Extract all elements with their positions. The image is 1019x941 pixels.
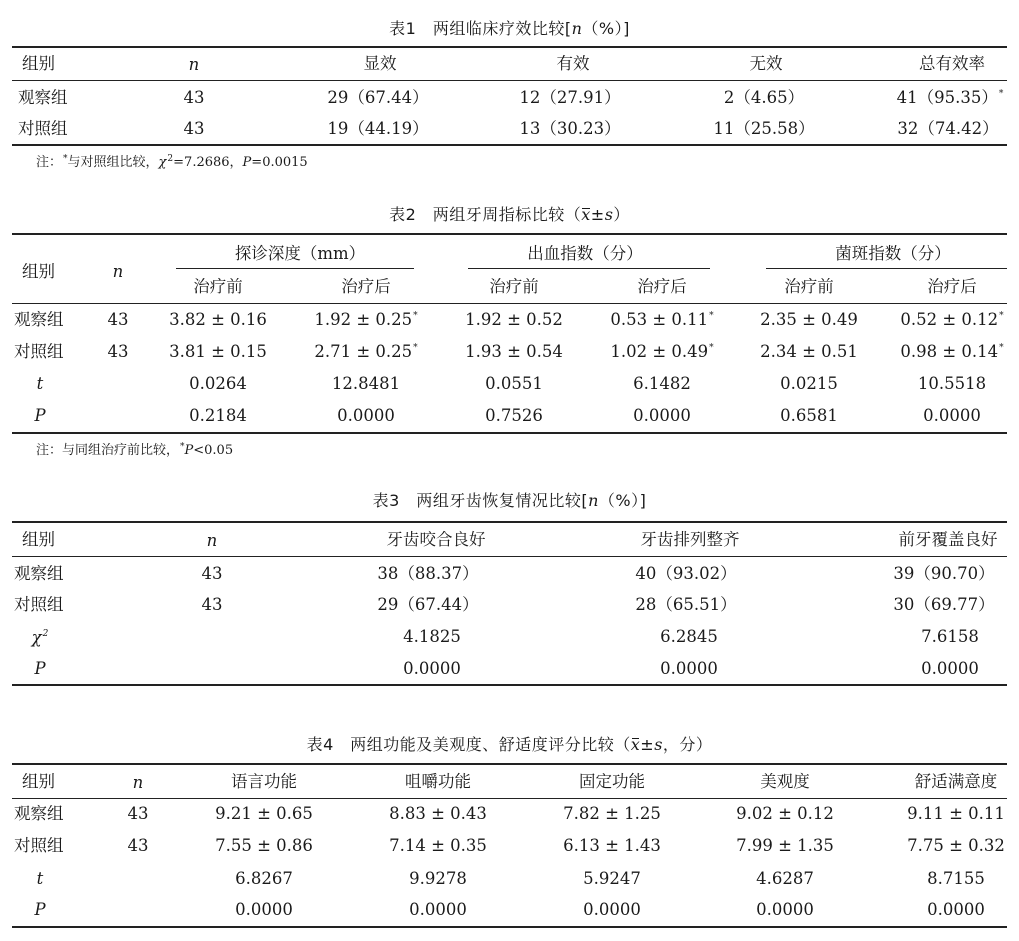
table2-r2-c6: 0.98 ± 0.14* bbox=[900, 342, 1004, 361]
table3-r4-c2: 0.0000 bbox=[660, 659, 718, 678]
table3-r2-n: 43 bbox=[201, 595, 223, 614]
table2-span2-rule bbox=[468, 268, 710, 269]
table2-r1-c3: 1.92 ± 0.52 bbox=[465, 310, 563, 329]
table2-r1-c2: 1.92 ± 0.25* bbox=[314, 310, 418, 329]
table2-span-bleeding-index: 出血指数（分） bbox=[527, 244, 643, 263]
table2-r1-group: 观察组 bbox=[14, 310, 64, 329]
table2-bottom-rule bbox=[12, 432, 1007, 434]
table2-sub-before-3: 治疗前 bbox=[784, 277, 834, 296]
table4-header-rule bbox=[12, 798, 1007, 799]
table4-header-n: n bbox=[132, 773, 144, 792]
table2-sub-after-2: 治疗后 bbox=[637, 277, 687, 296]
table2-r3-c3: 0.0551 bbox=[485, 374, 543, 393]
table3-r4-c1: 0.0000 bbox=[403, 659, 461, 678]
table3-r3-label: $\chi^2$ bbox=[31, 628, 49, 647]
table4-r2-c5: 7.75 ± 0.32 bbox=[907, 836, 1005, 855]
table1-r1-ineffective: 2（4.65） bbox=[723, 88, 805, 107]
table4-r4-c5: 0.0000 bbox=[927, 900, 985, 919]
table2-r4-c1: 0.2184 bbox=[189, 406, 247, 425]
table4-r1-group: 观察组 bbox=[14, 804, 64, 823]
table1-r1-group: 观察组 bbox=[18, 88, 68, 107]
table3-r1-c3: 39（90.70） bbox=[893, 564, 995, 583]
table2-sub-after-1: 治疗后 bbox=[341, 277, 391, 296]
table4-r3-c2: 9.9278 bbox=[409, 869, 467, 888]
table3-r3-c1: 4.1825 bbox=[403, 627, 461, 646]
table4-r3-c5: 8.7155 bbox=[927, 869, 985, 888]
table3-caption: 表3 两组牙齿恢复情况比较[n（%）] bbox=[372, 491, 647, 510]
table1-header-effective: 有效 bbox=[556, 54, 590, 73]
table4-top-rule bbox=[12, 763, 1007, 765]
table3-r3-c2: 6.2845 bbox=[660, 627, 718, 646]
table1-bottom-rule bbox=[12, 144, 1007, 146]
table4-header-fixation: 固定功能 bbox=[579, 772, 645, 791]
table3-header-n: n bbox=[206, 531, 218, 550]
table3-r1-c1: 38（88.37） bbox=[377, 564, 479, 583]
table4-r1-c5: 9.11 ± 0.11 bbox=[907, 804, 1005, 823]
table3-header-alignment: 牙齿排列整齐 bbox=[640, 530, 740, 549]
table3-header-overjet: 前牙覆盖良好 bbox=[898, 530, 998, 549]
table2-header-n: n bbox=[112, 262, 124, 281]
table2-r4-c5: 0.6581 bbox=[780, 406, 838, 425]
table4-r2-c2: 7.14 ± 0.35 bbox=[389, 836, 487, 855]
table2-span-plaque-index: 菌斑指数（分） bbox=[835, 244, 951, 263]
table2-r2-group: 对照组 bbox=[14, 342, 64, 361]
table1-r2-ineffective: 11（25.58） bbox=[713, 119, 815, 138]
table1-header-ineffective: 无效 bbox=[749, 54, 783, 73]
table2-r2-c3: 1.93 ± 0.54 bbox=[465, 342, 563, 361]
table3-r1-n: 43 bbox=[201, 564, 223, 583]
table4-r3-label: t bbox=[36, 869, 44, 888]
table4-r4-c2: 0.0000 bbox=[409, 900, 467, 919]
table2-footnote: 注：与同组治疗前比较，*P<0.05 bbox=[36, 442, 234, 458]
table4-r4-label: P bbox=[34, 900, 46, 919]
table4-r4-c3: 0.0000 bbox=[583, 900, 641, 919]
table4-r2-c4: 7.99 ± 1.35 bbox=[736, 836, 834, 855]
table1-r2-n: 43 bbox=[183, 119, 205, 138]
table2-sub-before-2: 治疗前 bbox=[489, 277, 539, 296]
table2-header-group: 组别 bbox=[22, 262, 55, 281]
table2-r4-c3: 0.7526 bbox=[485, 406, 543, 425]
table3-r4-label: P bbox=[34, 659, 46, 678]
table3-header-occlusion: 牙齿咬合良好 bbox=[386, 530, 486, 549]
table1-r1-total: 41（95.35）* bbox=[896, 88, 1004, 107]
table2-r3-c6: 10.5518 bbox=[917, 374, 987, 393]
table3-bottom-rule bbox=[12, 684, 1007, 686]
table3-r1-group: 观察组 bbox=[14, 564, 64, 583]
table2-r2-c4: 1.02 ± 0.49* bbox=[610, 342, 714, 361]
table4-r1-c4: 9.02 ± 0.12 bbox=[736, 804, 834, 823]
table3-header-group: 组别 bbox=[22, 530, 55, 549]
table2-span-probing-depth: 探诊深度（mm） bbox=[234, 244, 366, 263]
table2-r3-c4: 6.1482 bbox=[633, 374, 691, 393]
table1-caption: 表1 两组临床疗效比较[n（%）] bbox=[389, 19, 630, 38]
table2-caption: 表2 两组牙周指标比较（x±s） bbox=[389, 205, 630, 224]
table1-header-marked: 显效 bbox=[363, 54, 397, 73]
table2-r1-c6: 0.52 ± 0.12* bbox=[900, 310, 1004, 329]
table4-caption: 表4 两组功能及美观度、舒适度评分比较（x±s，分） bbox=[306, 735, 713, 754]
table2-r1-n: 43 bbox=[107, 310, 129, 329]
table1-top-rule bbox=[12, 46, 1007, 48]
table1-r2-marked: 19（44.19） bbox=[327, 119, 429, 138]
table4-r4-c1: 0.0000 bbox=[235, 900, 293, 919]
table2-r3-c2: 12.8481 bbox=[331, 374, 401, 393]
table2-r3-c1: 0.0264 bbox=[189, 374, 247, 393]
table3-r1-c2: 40（93.02） bbox=[635, 564, 737, 583]
table4-r4-c4: 0.0000 bbox=[756, 900, 814, 919]
table4-r2-group: 对照组 bbox=[14, 836, 64, 855]
table4-r1-c2: 8.83 ± 0.43 bbox=[389, 804, 487, 823]
table1-header-n: n bbox=[188, 55, 200, 74]
table1-r2-effective: 13（30.23） bbox=[519, 119, 621, 138]
table1-header-rule bbox=[12, 80, 1007, 81]
table1-r1-n: 43 bbox=[183, 88, 205, 107]
table2-r2-n: 43 bbox=[107, 342, 129, 361]
table1-header-total: 总有效率 bbox=[919, 54, 985, 73]
table4-header-chewing: 咀嚼功能 bbox=[405, 772, 471, 791]
table3-r4-c3: 0.0000 bbox=[921, 659, 979, 678]
table2-r3-c5: 0.0215 bbox=[780, 374, 838, 393]
table2-r4-c2: 0.0000 bbox=[337, 406, 395, 425]
table2-r2-c2: 2.71 ± 0.25* bbox=[314, 342, 418, 361]
table4-r1-n: 43 bbox=[127, 804, 149, 823]
table2-r1-c4: 0.53 ± 0.11* bbox=[610, 310, 714, 329]
table4-r2-c1: 7.55 ± 0.86 bbox=[215, 836, 313, 855]
table4-header-group: 组别 bbox=[22, 772, 55, 791]
table2-r1-c1: 3.82 ± 0.16 bbox=[169, 310, 267, 329]
table4-bottom-rule bbox=[12, 926, 1007, 928]
table2-r4-c4: 0.0000 bbox=[633, 406, 691, 425]
table3-top-rule bbox=[12, 521, 1007, 523]
table2-r4-label: P bbox=[34, 406, 46, 425]
table3-r2-c1: 29（67.44） bbox=[377, 595, 479, 614]
table2-r3-label: t bbox=[36, 374, 44, 393]
table4-header-aesthetics: 美观度 bbox=[760, 772, 810, 791]
table4-r1-c3: 7.82 ± 1.25 bbox=[563, 804, 661, 823]
table2-r2-c5: 2.34 ± 0.51 bbox=[760, 342, 858, 361]
table1-header-group: 组别 bbox=[22, 54, 55, 73]
table2-span1-rule bbox=[176, 268, 414, 269]
table4-r3-c1: 6.8267 bbox=[235, 869, 293, 888]
table2-r2-c1: 3.81 ± 0.15 bbox=[169, 342, 267, 361]
table1-r1-effective: 12（27.91） bbox=[519, 88, 621, 107]
table3-r2-c3: 30（69.77） bbox=[893, 595, 995, 614]
table1-footnote: 注：*与对照组比较，$\chi^2=7.2686$，P=0.0015 bbox=[36, 154, 308, 170]
table4-header-speech: 语言功能 bbox=[231, 772, 297, 791]
table1-r2-group: 对照组 bbox=[18, 119, 68, 138]
table4-r2-n: 43 bbox=[127, 836, 149, 855]
table4-r2-c3: 6.13 ± 1.43 bbox=[563, 836, 661, 855]
table1-r1-marked: 29（67.44） bbox=[327, 88, 429, 107]
table2-r1-c5: 2.35 ± 0.49 bbox=[760, 310, 858, 329]
table4-r1-c1: 9.21 ± 0.65 bbox=[215, 804, 313, 823]
table4-r3-c4: 4.6287 bbox=[756, 869, 814, 888]
table1-r2-total: 32（74.42） bbox=[897, 119, 999, 138]
table2-r4-c6: 0.0000 bbox=[923, 406, 981, 425]
table2-top-rule bbox=[12, 233, 1007, 235]
table3-r2-group: 对照组 bbox=[14, 595, 64, 614]
table2-sub-before-1: 治疗前 bbox=[193, 277, 243, 296]
table2-sub-after-3: 治疗后 bbox=[927, 277, 977, 296]
table4-header-comfort: 舒适满意度 bbox=[914, 772, 998, 791]
table3-r2-c2: 28（65.51） bbox=[635, 595, 737, 614]
table4-r3-c3: 5.9247 bbox=[583, 869, 641, 888]
table3-header-rule bbox=[12, 556, 1007, 557]
table2-header-rule bbox=[12, 303, 1007, 304]
table3-r3-c3: 7.6158 bbox=[921, 627, 979, 646]
table2-span3-rule bbox=[766, 268, 1007, 269]
